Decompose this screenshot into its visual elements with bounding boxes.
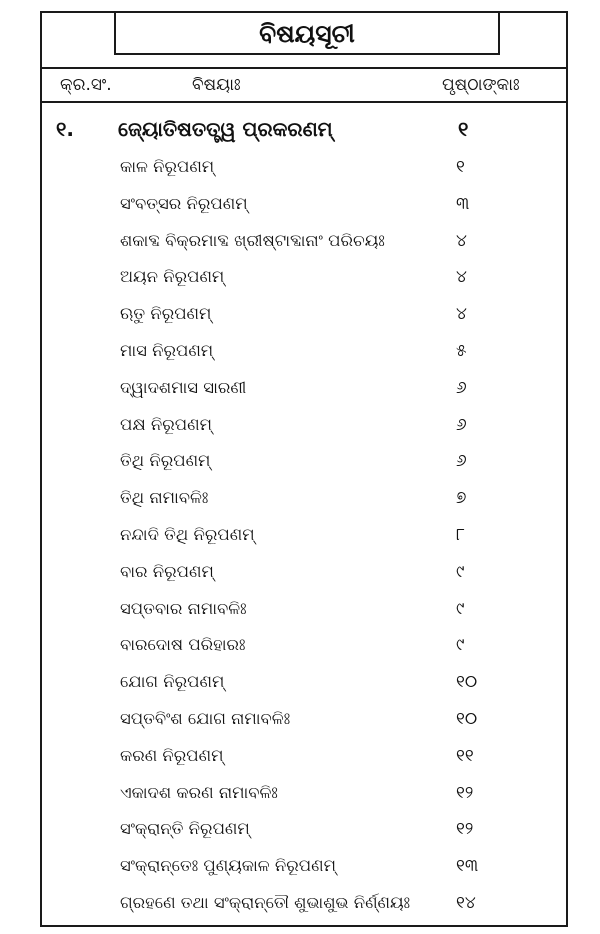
section-number: ୧.: [56, 117, 75, 141]
entry-page-number: ୯: [456, 598, 465, 619]
entry-page-number: ୬: [456, 377, 467, 398]
list-item: [42, 411, 566, 448]
entry-page-number: ୭: [456, 488, 467, 509]
list-item: [42, 263, 566, 300]
entry-subject: ଯୋଗ ନିରୂପଣମ୍: [120, 672, 225, 692]
list-item: [42, 190, 566, 227]
entry-page-number: ୧: [456, 157, 465, 177]
entry-subject: କରଣ ନିରୂପଣମ୍: [120, 745, 224, 765]
list-item: [42, 227, 566, 264]
column-header-page: ପୃଷ୍ଠାଙ୍କାଃ: [442, 75, 520, 95]
entry-subject: ପକ୍ଷ ନିରୂପଣମ୍: [120, 414, 212, 434]
entry-page-number: ୧୦: [456, 708, 478, 729]
list-item: [42, 779, 566, 816]
entry-page-number: ୩: [456, 193, 470, 214]
entry-subject: ଅୟନ ନିରୂପଣମ୍: [120, 267, 225, 287]
list-item: [42, 889, 566, 926]
list-item: [42, 631, 566, 668]
entry-subject: ସପ୍ତବାର ନାମାବଳିଃ: [120, 598, 247, 618]
list-item: [42, 558, 566, 595]
list-item: [42, 815, 566, 852]
entry-subject: ଦ୍ୱାଦଶମାସ ସାରଣୀ: [120, 377, 247, 397]
entry-subject: ସଂକ୍ରାନ୍ତେଃ ପୁଣ୍ୟକାଳ ନିରୂପଣମ୍: [120, 856, 336, 876]
entry-subject: ଋତୁ ନିରୂପଣମ୍: [120, 304, 212, 324]
list-item: [42, 521, 566, 558]
entry-page-number: ୮: [456, 524, 465, 545]
section-title: ଜ୍ୟୋତିଷତତ୍ତ୍ୱ ପ୍ରକରଣମ୍: [118, 117, 333, 141]
entry-subject: ଏକାଦଶ କରଣ ନାମାବଳିଃ: [120, 782, 278, 802]
entry-page-number: ୪: [456, 304, 467, 325]
section-heading-row: [42, 117, 566, 147]
entry-subject: କାଳ ନିରୂପଣମ୍: [120, 157, 215, 176]
entry-page-number: ୧୦: [456, 672, 478, 693]
entry-page-number: ୪: [456, 267, 467, 288]
entry-page-number: ୫: [456, 340, 467, 361]
list-item: [42, 447, 566, 484]
entry-page-number: ୬: [456, 451, 467, 472]
entry-subject: ତିଥି ନାମାବଳିଃ: [120, 488, 209, 508]
list-item: [42, 374, 566, 411]
entry-subject: ତିଥି ନିରୂପଣମ୍: [120, 451, 211, 471]
entry-subject: ନନ୍ଦାଦି ତିଥି ନିରୂପଣମ୍: [120, 524, 255, 544]
list-item: [42, 300, 566, 337]
list-item: [42, 705, 566, 742]
list-item: [42, 595, 566, 632]
entry-subject: ଗ୍ରହଣେ ତଥା ସଂକ୍ରାନ୍ତୌ ଶୁଭାଶୁଭ ନିର୍ଣ୍ଣୟଃ: [120, 892, 411, 912]
list-item: [42, 153, 566, 190]
section-page-number: ୧: [458, 117, 469, 141]
entry-page-number: ୧୩: [456, 856, 479, 877]
list-item: [42, 852, 566, 889]
contents-page: [40, 11, 568, 927]
list-item: [42, 742, 566, 779]
entry-page-number: ୧୨: [456, 782, 474, 803]
column-header-serial: କ୍ର.ସଂ.: [60, 75, 112, 95]
entry-subject: ସଂବତ୍ସର ନିରୂପଣମ୍: [120, 193, 248, 213]
entry-page-number: ୯: [456, 635, 465, 656]
contents-list: [42, 153, 566, 926]
entry-subject: ମାସ ନିରୂପଣମ୍: [120, 340, 214, 360]
entry-page-number: ୬: [456, 414, 467, 435]
entry-page-number: ୧୧: [456, 745, 474, 766]
entry-page-number: ୪: [456, 230, 467, 251]
list-item: [42, 668, 566, 705]
list-item: [42, 484, 566, 521]
entry-page-number: ୯: [456, 561, 465, 582]
entry-subject: ବାରଦୋଷ ପରିହାରଃ: [120, 635, 246, 655]
table-header: [42, 67, 566, 103]
entry-page-number: ୧୪: [456, 892, 476, 913]
column-header-subject: ବିଷୟାଃ: [192, 75, 241, 95]
entry-subject: ବାର ନିରୂପଣମ୍: [120, 561, 214, 581]
entry-page-number: ୧୨: [456, 819, 474, 840]
list-item: [42, 337, 566, 374]
entry-subject: ସପ୍ତବିଂଶ ଯୋଗ ନାମାବଳିଃ: [120, 708, 291, 728]
entry-subject: ସଂକ୍ରାନ୍ତି ନିରୂପଣମ୍: [120, 819, 250, 839]
page-title: ବିଷୟସୂଚୀ: [259, 19, 355, 48]
entry-subject: ଶକାବ୍ଦ ବିକ୍ରମାବ୍ଦ ଖ୍ରୀଷ୍ଟାବ୍ଦାନାଂ ପରିଚୟଃ: [120, 230, 385, 250]
title-box: [114, 11, 500, 55]
